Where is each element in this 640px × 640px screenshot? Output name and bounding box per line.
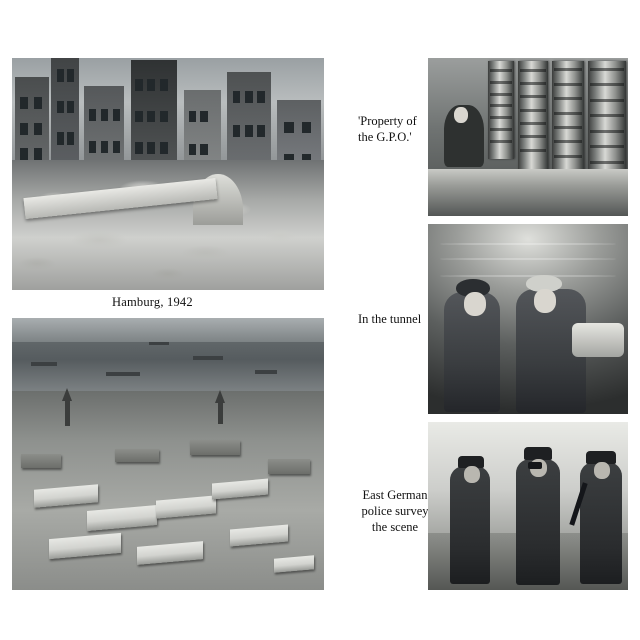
caption-property-of-gpo [358,113,417,145]
apartment-block [190,440,240,455]
policeman-face [594,462,610,479]
soldier-face [464,292,486,316]
photo-hamburg-1942 [12,58,324,290]
equipment-rack [552,61,584,181]
church-spire [65,400,70,426]
binoculars-icon [528,462,542,469]
harbour-boat [255,370,277,374]
caption-in-the-tunnel [358,311,421,327]
harbour-boat [106,372,140,376]
harbour-boat [193,356,223,360]
caption-line: In the tunnel [358,312,422,326]
soldier-face [534,289,556,313]
caption-east-german-police [357,487,433,535]
church-spire [218,402,223,424]
policeman-face [464,466,480,483]
technician-face [454,107,468,123]
equipment-rack [488,61,514,159]
apartment-block [268,459,310,474]
caption-line: police survey [361,504,429,518]
policeman-left [450,466,490,584]
policeman-centre [516,459,560,585]
apartment-block [115,449,159,462]
photo-rubble-region [12,160,324,290]
photo-hamburg-1962 [12,318,324,590]
caption-line: the G.P.O.' [358,130,412,144]
cable-bundle [572,323,624,357]
tunnel-rib [440,243,616,245]
policeman-right [580,462,622,584]
caption-line: the scene [371,520,419,534]
photo-tunnel-interior [428,224,628,414]
harbour-boat [31,362,57,366]
caption-line: 'Property of [358,114,417,128]
photo-far-shore [12,318,324,342]
caption-line: East German [362,488,428,502]
photo-gpo-equipment [428,58,628,216]
apartment-block [21,454,61,468]
equipment-rack [518,61,548,172]
photo-east-german-police [428,422,628,590]
harbour-boat [149,342,169,345]
caption-hamburg-1942: Hamburg, 1942 [112,295,193,309]
work-bench [428,169,628,216]
